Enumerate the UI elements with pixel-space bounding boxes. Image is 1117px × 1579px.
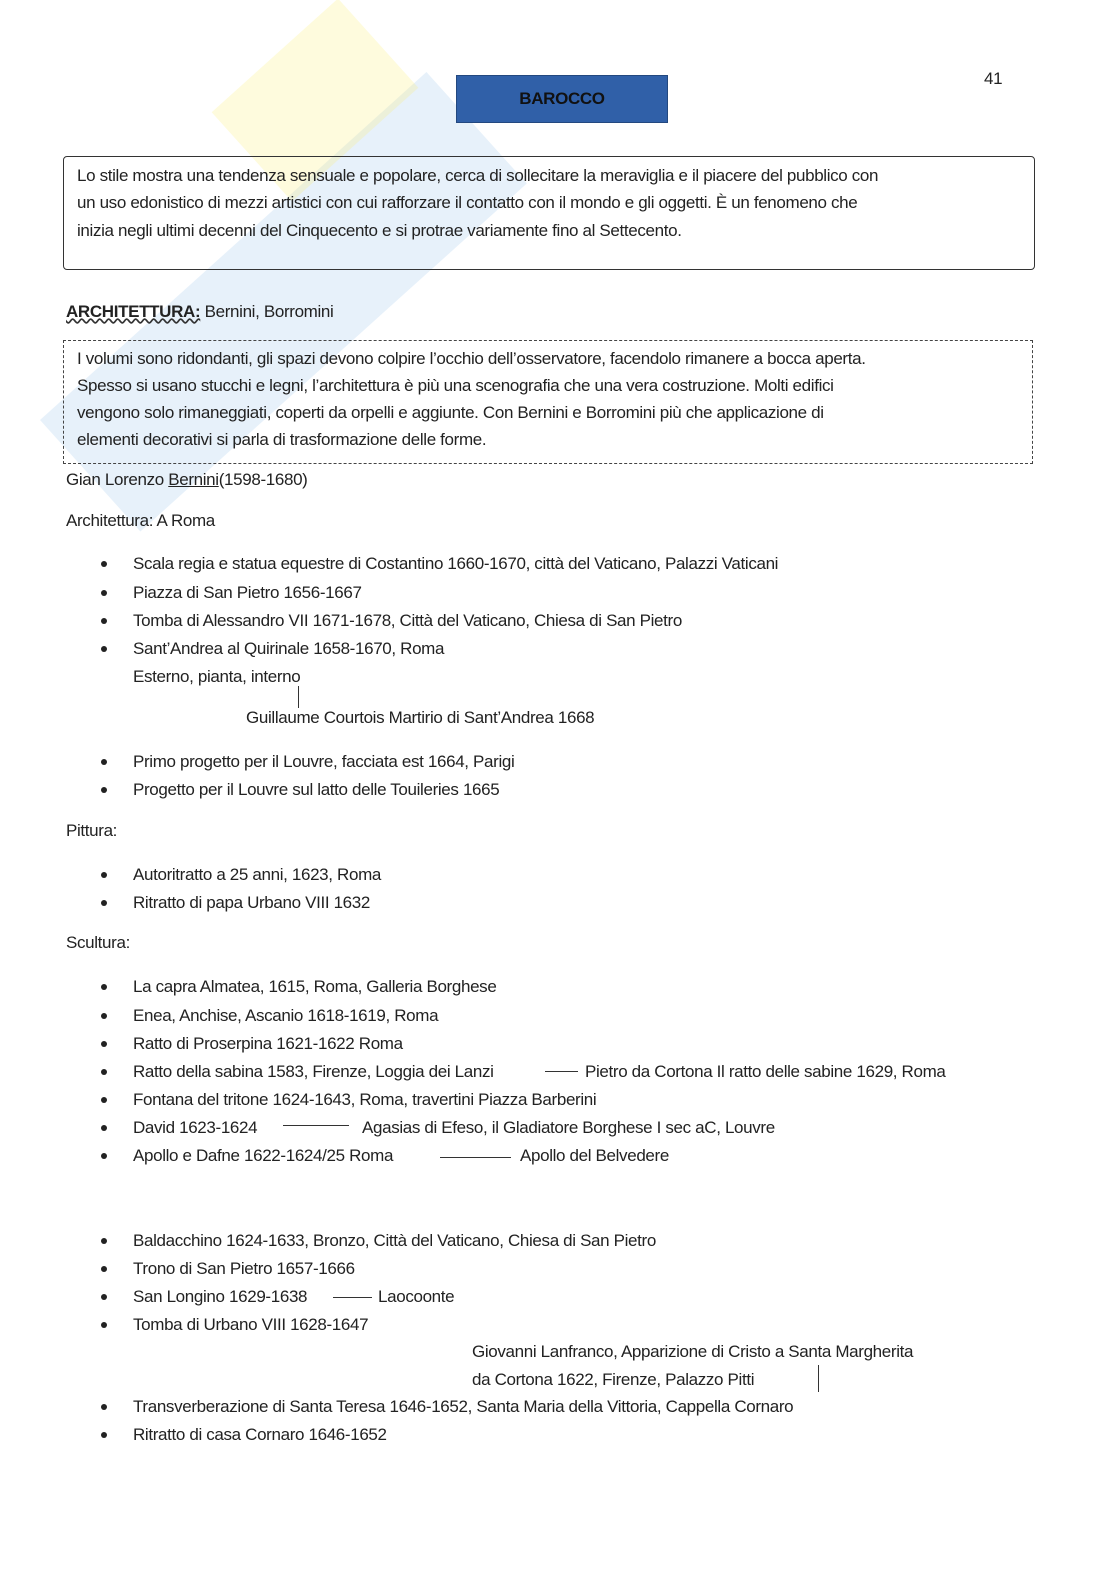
artist-line xyxy=(66,469,308,491)
list-item: Ratto della sabina 1583, Firenze, Loggia dei Lanzi xyxy=(133,1062,494,1081)
heading-rest: Bernini, Borromini xyxy=(200,302,334,321)
list-item: Ritratto di casa Cornaro 1646-1652 xyxy=(133,1425,387,1444)
page-number: 41 xyxy=(984,69,1003,88)
note: Giovanni Lanfranco, Apparizione di Cristo a Santa Margherita xyxy=(472,1342,914,1361)
list-item: Tomba di Urbano VIII 1628-1647 xyxy=(133,1315,369,1334)
artist-dates: (1598-1680) xyxy=(218,470,308,489)
connector-line xyxy=(333,1297,372,1298)
list-item-link: Apollo del Belvedere xyxy=(520,1146,669,1165)
bullet xyxy=(101,759,107,765)
bullet xyxy=(101,900,107,906)
list-subline: Esterno, pianta, interno xyxy=(133,667,301,686)
note: Guillaume Courtois Martirio di Sant’Andrea 1668 xyxy=(246,708,595,727)
bullet xyxy=(101,872,107,878)
list-item: Ritratto di papa Urbano VIII 1632 xyxy=(133,893,370,912)
bullet xyxy=(101,1322,107,1328)
list-item: Apollo e Dafne 1622-1624/25 Roma xyxy=(133,1146,394,1165)
bullet xyxy=(101,618,107,624)
list-item: Fontana del tritone 1624-1643, Roma, travertini Piazza Barberini xyxy=(133,1090,597,1109)
bullet xyxy=(101,1013,107,1019)
list-item: Enea, Anchise, Ascanio 1618-1619, Roma xyxy=(133,1006,439,1025)
section-heading-architettura xyxy=(66,301,333,323)
bullet xyxy=(101,1266,107,1272)
list-item-link: Laocoonte xyxy=(378,1287,455,1306)
bullet xyxy=(101,590,107,596)
box-line: vengono solo rimaneggiati, coperti da orpelli e aggiunte. Con Bernini e Borromini più che applicazione di xyxy=(77,403,824,422)
bullet xyxy=(101,1294,107,1300)
artist-name: Bernini xyxy=(168,470,219,489)
subheading: Pittura: xyxy=(66,821,118,840)
bullet xyxy=(101,1432,107,1438)
heading-label: ARCHITETTURA: xyxy=(66,302,201,321)
list-item: Autoritratto a 25 anni, 1623, Roma xyxy=(133,865,381,884)
bullet xyxy=(101,561,107,567)
note: da Cortona 1622, Firenze, Palazzo Pitti xyxy=(472,1370,755,1389)
list-item: Ratto di Proserpina 1621-1622 Roma xyxy=(133,1034,403,1053)
bullet xyxy=(101,1238,107,1244)
connector-line xyxy=(440,1157,511,1158)
bullet xyxy=(101,646,107,652)
box-line: elementi decorativi si parla di trasformazione delle forme. xyxy=(77,430,487,449)
list-item: Transverberazione di Santa Teresa 1646-1652, Santa Maria della Vittoria, Cappella Cornaro xyxy=(133,1397,794,1416)
connector-line xyxy=(818,1365,819,1392)
subheading: Scultura: xyxy=(66,933,130,952)
list-item: Baldacchino 1624-1633, Bronzo, Città del Vaticano, Chiesa di San Pietro xyxy=(133,1231,656,1250)
list-item: Progetto per il Louvre sul latto delle Touileries 1665 xyxy=(133,780,500,799)
intro-line: un uso edonistico di mezzi artistici con cui rafforzare il contatto con il mondo e gli oggetti. È un fenomeno che xyxy=(77,193,858,212)
bullet xyxy=(101,1404,107,1410)
list-item: Primo progetto per il Louvre, facciata est 1664, Parigi xyxy=(133,752,515,771)
connector-line xyxy=(298,686,299,708)
list-item: Sant’Andrea al Quirinale 1658-1670, Roma xyxy=(133,639,445,658)
connector-line xyxy=(545,1071,578,1072)
list-item-link: Agasias di Efeso, il Gladiatore Borghese I sec aC, Louvre xyxy=(362,1118,775,1137)
bullet xyxy=(101,787,107,793)
list-item: Piazza di San Pietro 1656-1667 xyxy=(133,583,362,602)
list-item: La capra Almatea, 1615, Roma, Galleria Borghese xyxy=(133,977,497,996)
bullet xyxy=(101,1125,107,1131)
intro-line: Lo stile mostra una tendenza sensuale e popolare, cerca di sollecitare la meraviglia e il piacere del pubblico con xyxy=(77,166,879,185)
artist-prefix: Gian Lorenzo xyxy=(66,470,169,489)
box-line: Spesso si usano stucchi e legni, l’architettura è più una scenografia che una vera costruzione. Molti edifici xyxy=(77,376,834,395)
connector-line xyxy=(283,1125,349,1126)
box-line: I volumi sono ridondanti, gli spazi devono colpire l’occhio dell’osservatore, facendolo rimanere a bocca aperta. xyxy=(77,349,866,368)
list-item: Scala regia e statua equestre di Costantino 1660-1670, città del Vaticano, Palazzi Vaticani xyxy=(133,554,779,573)
bullet xyxy=(101,1069,107,1075)
list-item: Trono di San Pietro 1657-1666 xyxy=(133,1259,355,1278)
bullet xyxy=(101,984,107,990)
bullet xyxy=(101,1153,107,1159)
subheading: Architettura: A Roma xyxy=(66,511,215,530)
list-item: San Longino 1629-1638 xyxy=(133,1287,308,1306)
list-item: David 1623-1624 xyxy=(133,1118,258,1137)
intro-line: inizia negli ultimi decenni del Cinquecento e si protrae variamente fino al Settecento. xyxy=(77,221,682,240)
page-title: BAROCCO xyxy=(456,75,668,123)
list-item: Tomba di Alessandro VII 1671-1678, Città del Vaticano, Chiesa di San Pietro xyxy=(133,611,682,630)
bullet xyxy=(101,1041,107,1047)
list-item-link: Pietro da Cortona Il ratto delle sabine 1629, Roma xyxy=(585,1062,946,1081)
bullet xyxy=(101,1097,107,1103)
